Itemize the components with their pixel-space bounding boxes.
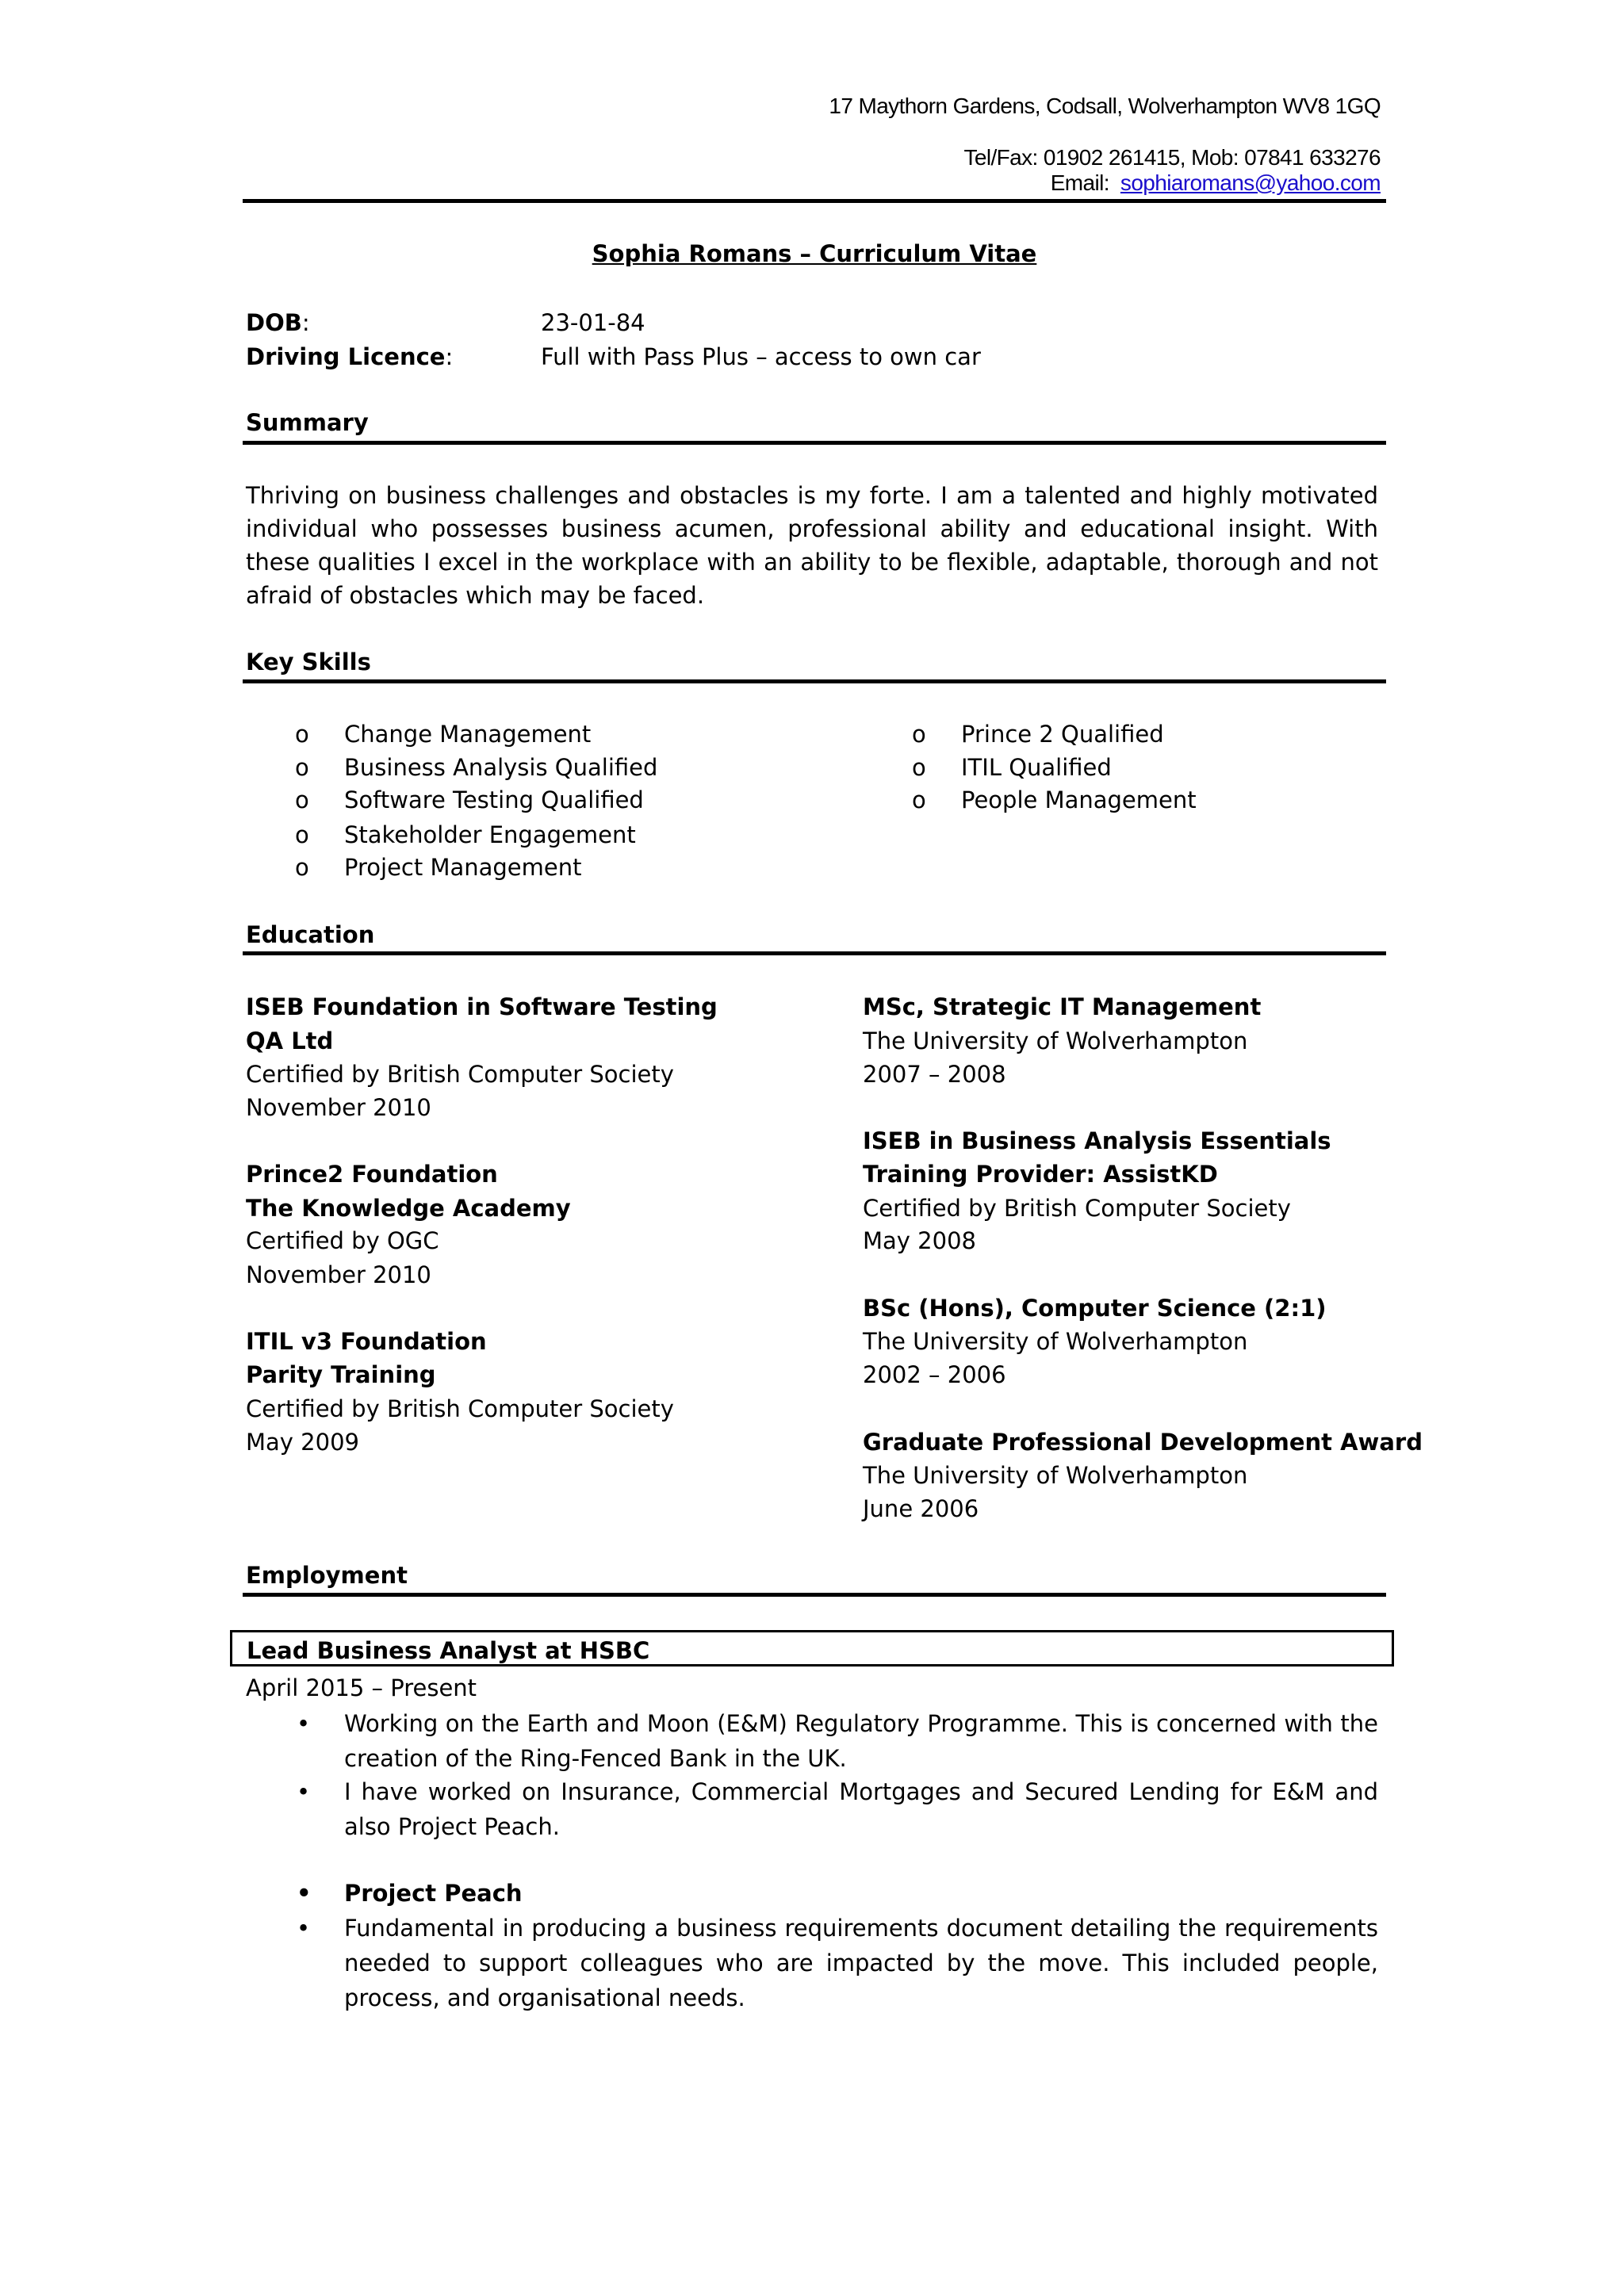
edu-institution: The University of Wolverhampton (863, 1328, 1248, 1355)
edu-institution: The University of Wolverhampton (863, 1027, 1248, 1054)
education-rule (243, 951, 1386, 955)
skill-label: Prince 2 Qualified (961, 721, 1164, 748)
skill-label: Change Management (344, 721, 592, 748)
edu-title: Graduate Professional Development Award (863, 1429, 1423, 1456)
bullet-text: Working on the Earth and Moon (E&M) Regulatory Programme. This is concerned with the creation of the Ring-Fenced Bank in the UK. (344, 1710, 1378, 1772)
list-marker: o (912, 754, 926, 781)
edu-title: Prince2 Foundation (246, 1161, 498, 1188)
skill-label: ITIL Qualified (961, 754, 1112, 781)
edu-provider: QA Ltd (246, 1027, 334, 1054)
edu-date: November 2010 (246, 1261, 431, 1288)
header-rule (243, 199, 1386, 203)
edu-certifier: Certified by British Computer Society (246, 1395, 674, 1422)
edu-title: ITIL v3 Foundation (246, 1328, 487, 1355)
skill-item (295, 821, 636, 848)
bullet-marker: • (297, 1880, 312, 1907)
licence-label: Driving Licence (246, 343, 446, 370)
skill-item (912, 754, 1112, 781)
skill-item (295, 754, 658, 781)
skill-item (912, 786, 1197, 813)
licence-label-row: Driving Licence: (246, 343, 454, 370)
dob-label-row: DOB: (246, 309, 310, 336)
dob-value: 23-01-84 (541, 309, 645, 336)
edu-date: May 2009 (246, 1429, 359, 1456)
employment-rule (243, 1593, 1386, 1597)
bullet-text: I have worked on Insurance, Commercial Mortgages and Secured Lending for E&M and also Project Peach. (344, 1778, 1378, 1840)
summary-text: Thriving on business challenges and obstacles is my forte. I am a talented and highly motivated individual who possesses business acumen, professional ability and educational insight. With these qualities I excel in the workplace with an ability to be flexible, adaptable, thorough and not afraid of obstacles which may be faced. (246, 482, 1378, 609)
job-bullet (297, 1774, 1378, 1844)
skill-item (912, 721, 1164, 748)
summary-heading: Summary (246, 409, 369, 436)
list-marker: o (295, 721, 309, 748)
job-title: Lead Business Analyst at HSBC (247, 1637, 650, 1664)
edu-certifier: Certified by British Computer Society (863, 1195, 1291, 1222)
list-marker: o (295, 854, 309, 881)
list-marker: o (295, 754, 309, 781)
email-link[interactable]: sophiaromans@yahoo.com (1120, 170, 1381, 195)
job-bullet (297, 1876, 1378, 1911)
job-bullet (297, 1706, 1378, 1776)
skill-label: Project Management (344, 854, 582, 881)
edu-title: ISEB in Business Analysis Essentials (863, 1127, 1331, 1154)
list-marker: o (912, 786, 926, 813)
edu-date: June 2006 (863, 1495, 979, 1522)
skill-label: Stakeholder Engagement (344, 821, 636, 848)
skill-item (295, 721, 592, 748)
skill-label: Business Analysis Qualified (344, 754, 658, 781)
edu-title: ISEB Foundation in Software Testing (246, 993, 718, 1020)
edu-date: May 2008 (863, 1227, 976, 1254)
job-dates: April 2015 – Present (246, 1674, 477, 1701)
edu-date: 2002 – 2006 (863, 1361, 1006, 1388)
contact-address: 17 Maythorn Gardens, Codsall, Wolverhampton WV8 1GQ (829, 94, 1381, 118)
skill-label: Software Testing Qualified (344, 786, 644, 813)
edu-institution: The University of Wolverhampton (863, 1462, 1248, 1489)
edu-provider: Training Provider: AssistKD (863, 1161, 1218, 1188)
skill-item (295, 786, 644, 813)
job-bullet (297, 1911, 1378, 2015)
bullet-marker: • (297, 1915, 311, 1942)
bullet-marker: • (297, 1710, 311, 1737)
summary-rule (243, 441, 1386, 445)
edu-title: MSc, Strategic IT Management (863, 993, 1262, 1020)
education-heading: Education (246, 921, 375, 948)
dob-label: DOB (246, 309, 302, 336)
skills-rule (243, 679, 1386, 683)
skill-item (295, 854, 582, 881)
edu-provider: Parity Training (246, 1361, 436, 1388)
email-label: Email: (1050, 170, 1109, 195)
list-marker: o (295, 786, 309, 813)
edu-date: 2007 – 2008 (863, 1061, 1006, 1088)
edu-provider: The Knowledge Academy (246, 1195, 571, 1222)
skills-heading: Key Skills (246, 649, 371, 675)
list-marker: o (295, 821, 309, 848)
contact-email-line (1051, 170, 1381, 196)
employment-heading: Employment (246, 1562, 408, 1589)
edu-certifier: Certified by British Computer Society (246, 1061, 674, 1088)
bullet-text: Fundamental in producing a business requirements document detailing the requirements needed to support colleagues who are impacted by the move. This included people, process, and organisational needs. (344, 1915, 1378, 2011)
edu-certifier: Certified by OGC (246, 1227, 439, 1254)
edu-date: November 2010 (246, 1094, 431, 1121)
list-marker: o (912, 721, 926, 748)
skill-label: People Management (961, 786, 1197, 813)
contact-phone: Tel/Fax: 01902 261415, Mob: 07841 633276 (963, 145, 1381, 170)
licence-value: Full with Pass Plus – access to own car (541, 343, 981, 370)
edu-title: BSc (Hons), Computer Science (2:1) (863, 1295, 1327, 1322)
job-title-box (230, 1630, 1394, 1667)
bullet-marker: • (297, 1778, 311, 1805)
document-title: Sophia Romans – Curriculum Vitae (592, 240, 1037, 267)
bullet-text: Project Peach (344, 1880, 523, 1907)
